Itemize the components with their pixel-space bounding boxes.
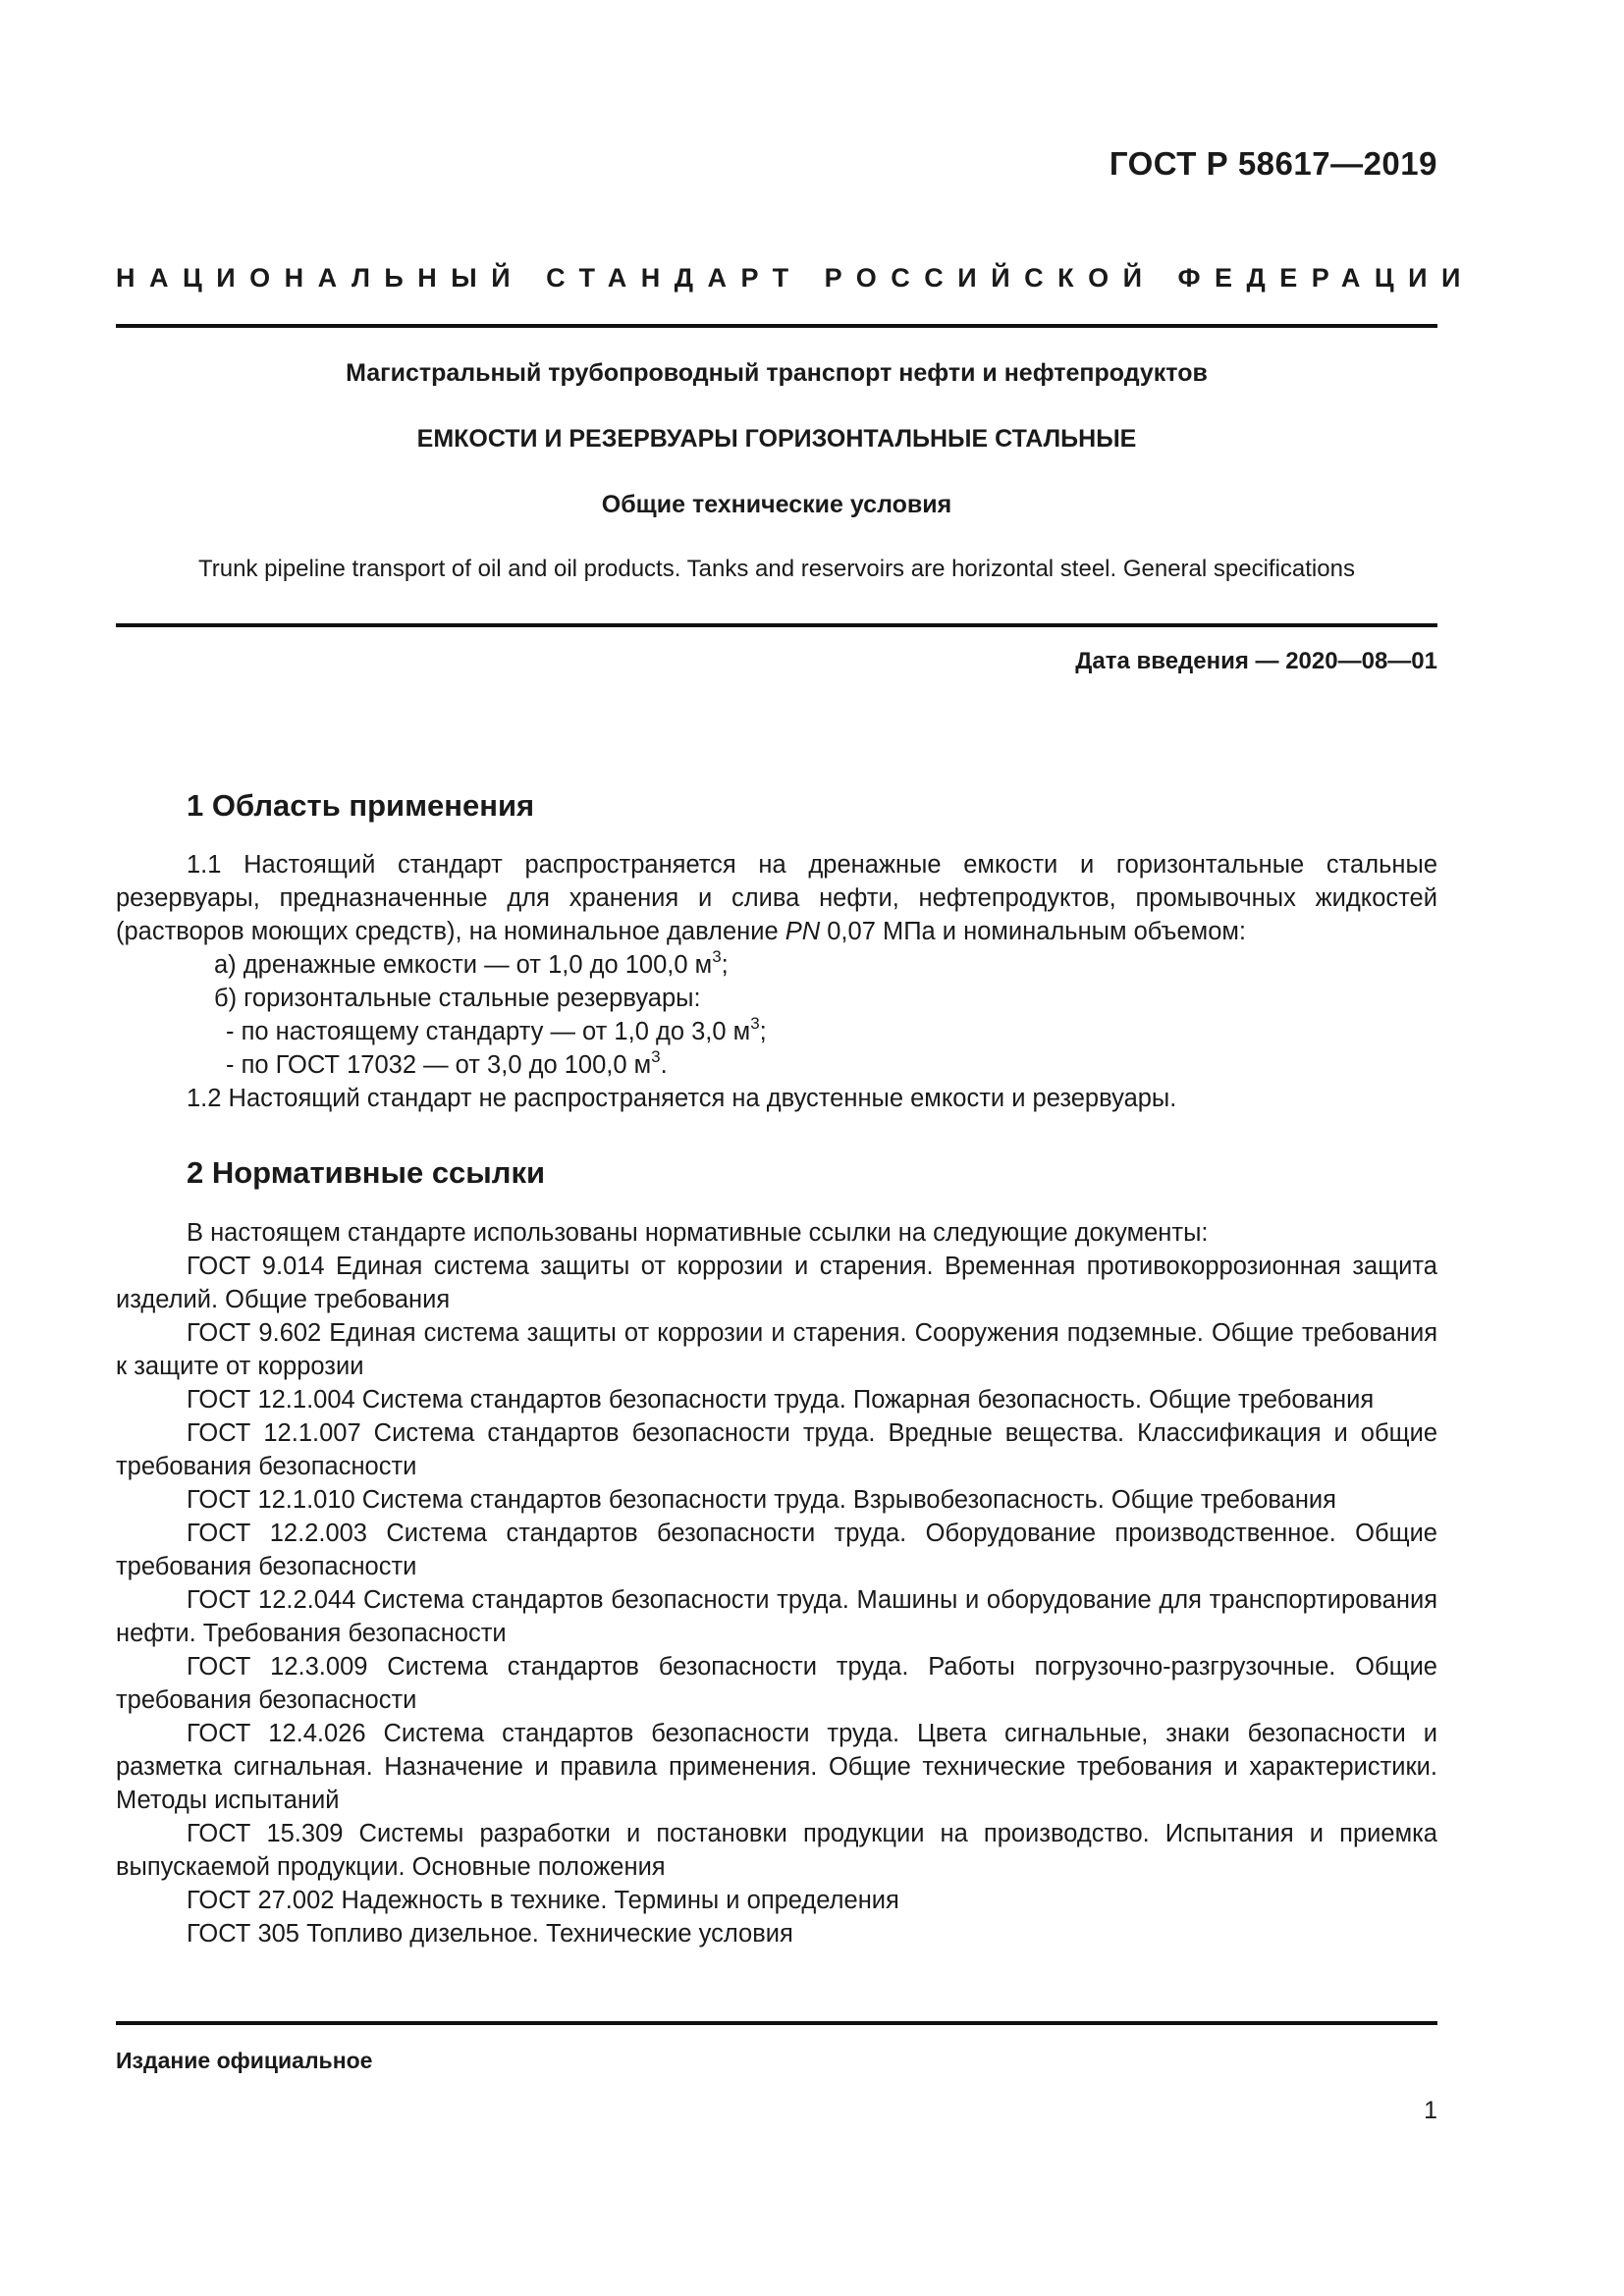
footer-rule [116, 2021, 1437, 2025]
list-item-b: б) горизонтальные стальные резервуары: [214, 985, 701, 1012]
reference-item: ГОСТ 15.309 Системы разработки и постановки продукции на производство. Испытания и приемка выпускаемой продукции. Основные положения [116, 1820, 1437, 1881]
title-english: Trunk pipeline transport of oil and oil products. Tanks and reservoirs are horizontal steel. General specifications [198, 556, 1355, 582]
title-main: ЕМКОСТИ И РЕЗЕРВУАРЫ ГОРИЗОНТАЛЬНЫЕ СТАЛЬНЫЕ [416, 425, 1137, 453]
list-subitem-b2: - по ГОСТ 17032 — от 3,0 до 100,0 $м^3$. [226, 1047, 668, 1079]
list-item-a: а) дренажные емкости — от 1,0 до 100,0 $м^3$; [214, 947, 729, 979]
reference-item: ГОСТ 12.2.003 Система стандартов безопасности труда. Оборудование производственное. Общие требования безопасности [116, 1520, 1437, 1580]
introduction-date: Дата введения — 2020—08—01 [1075, 648, 1437, 674]
reference-item: ГОСТ 12.2.044 Система стандартов безопасности труда. Машины и оборудование для транспортирования нефти. Требования безопасности [116, 1586, 1437, 1647]
standard-number: ГОСТ Р 58617—2019 [1109, 145, 1437, 182]
references-intro: В настоящем стандарте использованы нормативные ссылки на следующие документы: [187, 1219, 1209, 1247]
section-2-body [116, 1216, 1437, 1950]
section-2-heading: 2 Нормативные ссылки [187, 1155, 546, 1190]
section-1-body [116, 848, 1437, 1115]
reference-item: ГОСТ 305 Топливо дизельное. Технические условия [187, 1920, 793, 1948]
title-kind: Общие технические условия [601, 491, 952, 518]
reference-item: ГОСТ 12.1.007 Система стандартов безопасности труда. Вредные вещества. Классификация и общие требования безопасности [116, 1419, 1437, 1480]
page-number: 1 [1424, 2097, 1437, 2124]
section-1-heading: 1 Область применения [187, 788, 535, 823]
national-standard-banner: НАЦИОНАЛЬНЫЙ СТАНДАРТ РОССИЙСКОЙ ФЕДЕРАЦИИ [116, 263, 1475, 293]
reference-item: ГОСТ 12.3.009 Система стандартов безопасности труда. Работы погрузочно-разгрузочные. Общие требования безопасности [116, 1653, 1437, 1714]
paragraph-1-1: 1.1 Настоящий стандарт распространяется на дренажные емкости и горизонтальные стальные резервуары, предназначенные для хранения и слива нефти, нефтепродуктов, промывочных жидкостей (растворов моющих средств), на номинальное давление PN 0,07 МПа и номинальным объемом: [116, 851, 1437, 945]
official-edition-label: Издание официальное [116, 2048, 373, 2073]
reference-item: ГОСТ 9.602 Единая система защиты от коррозии и старения. Сооружения подземные. Общие требования к защите от коррозии [116, 1319, 1437, 1380]
reference-item: ГОСТ 9.014 Единая система защиты от коррозии и старения. Временная противокоррозионная защита изделий. Общие требования [116, 1253, 1437, 1313]
reference-item: ГОСТ 27.002 Надежность в технике. Термины и определения [187, 1887, 899, 1914]
reference-item: ГОСТ 12.1.004 Система стандартов безопасности труда. Пожарная безопасность. Общие требования [187, 1386, 1375, 1414]
title-subtitle: Магистральный трубопроводный транспорт нефти и нефтепродуктов [346, 359, 1208, 387]
list-subitem-b1: - по настоящему стандарту — от 1,0 до 3,0 $м^3$; [226, 1014, 767, 1045]
header-rule [116, 324, 1437, 328]
title-rule [116, 623, 1437, 627]
paragraph-1-2: 1.2 Настоящий стандарт не распространяется на двустенные емкости и резервуары. [187, 1085, 1177, 1112]
reference-item: ГОСТ 12.4.026 Система стандартов безопасности труда. Цвета сигнальные, знаки безопасности и разметка сигнальная. Назначение и правила применения. Общие технические требования и характеристики. Методы испытаний [116, 1720, 1437, 1814]
reference-item: ГОСТ 12.1.010 Система стандартов безопасности труда. Взрывобезопасность. Общие требования [187, 1486, 1336, 1514]
